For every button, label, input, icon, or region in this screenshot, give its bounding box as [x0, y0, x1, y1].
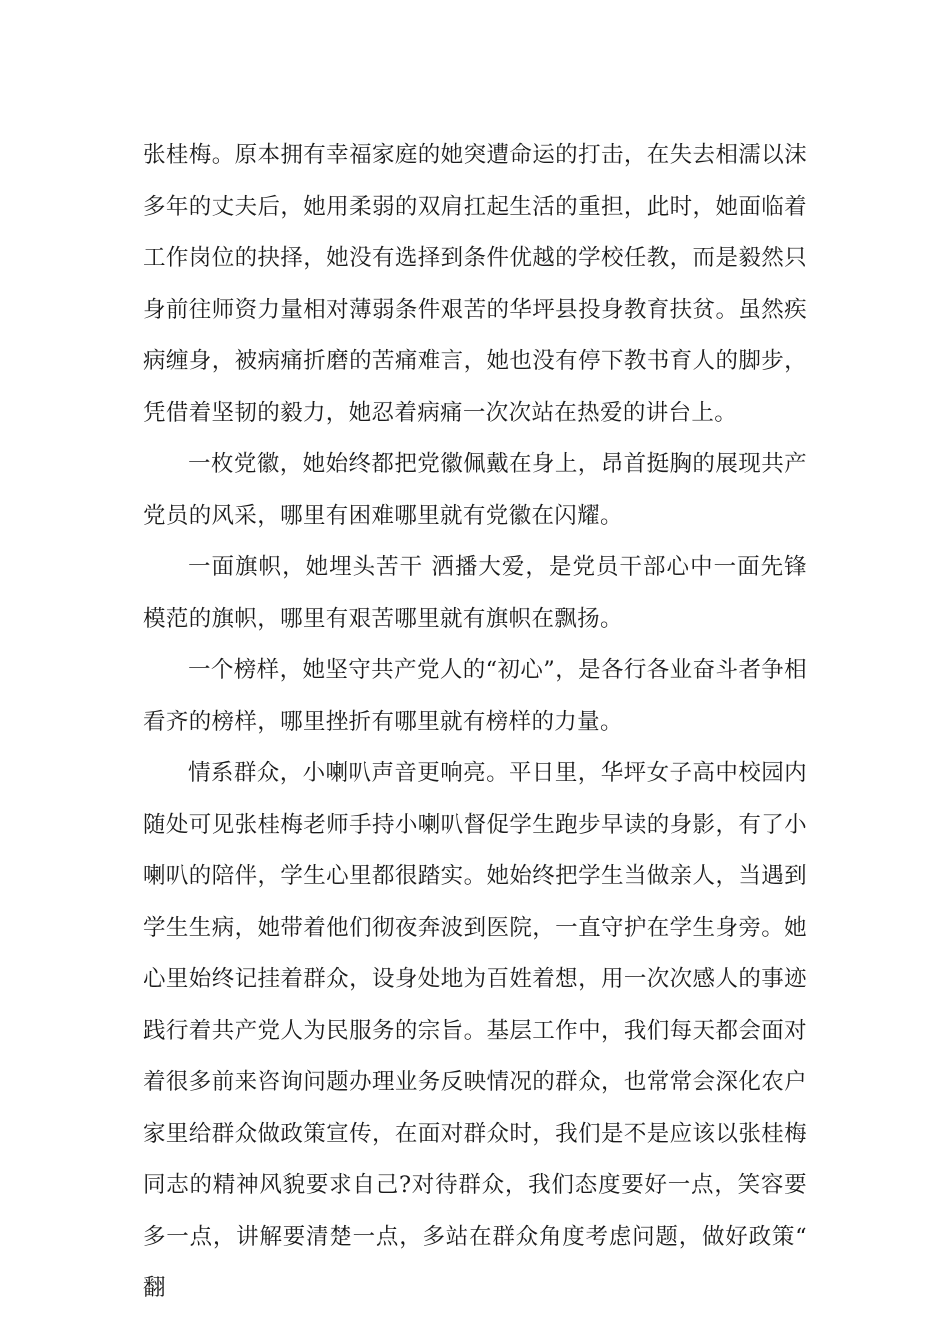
- document-body: [143, 130, 807, 1315]
- paragraph-3: 一面旗帜，她埋头苦干 洒播大爱，是党员干部心中一面先锋模范的旗帜，哪里有艰苦哪里就有旗帜在飘扬。: [143, 554, 807, 632]
- paragraph-1: 张桂梅。原本拥有幸福家庭的她突遭命运的打击，在失去相濡以沫多年的丈夫后，她用柔弱的双肩扛起生活的重担，此时，她面临着工作岗位的抉择，她没有选择到条件优越的学校任教，而是毅然只身前往师资力量相对薄弱条件艰苦的华坪县投身教育扶贫。虽然疾病缠身，被病痛折磨的苦痛难言，她也没有停下教书育人的脚步，凭借着坚韧的毅力，她忍着病痛一次次站在热爱的讲台上。: [143, 142, 807, 426]
- paragraph-2: 一枚党徽，她始终都把党徽佩戴在身上，昂首挺胸的展现共产党员的风采，哪里有困难哪里就有党徽在闪耀。: [143, 451, 807, 529]
- paragraph-4: 一个榜样，她坚守共产党人的“初心”，是各行各业奋斗者争相看齐的榜样，哪里挫折有哪里就有榜样的力量。: [143, 657, 807, 735]
- paragraph-5: 情系群众，小喇叭声音更响亮。平日里，华坪女子高中校园内随处可见张桂梅老师手持小喇叭督促学生跑步早读的身影，有了小喇叭的陪伴，学生心里都很踏实。她始终把学生当做亲人，当遇到学生生病，她带着他们彻夜奔波到医院，一直守护在学生身旁。她心里始终记挂着群众，设身处地为百姓着想，用一次次感人的事迹践行着共产党人为民服务的宗旨。基层工作中，我们每天都会面对着很多前来咨询问题办理业务反映情况的群众，也常常会深化农户家里给群众做政策宣传，在面对群众时，我们是不是应该以张桂梅同志的精神风貌要求自己?对待群众，我们态度要好一点，笑容要多一点，讲解要清楚一点，多站在群众角度考虑问题，做好政策“翻: [143, 760, 807, 1301]
